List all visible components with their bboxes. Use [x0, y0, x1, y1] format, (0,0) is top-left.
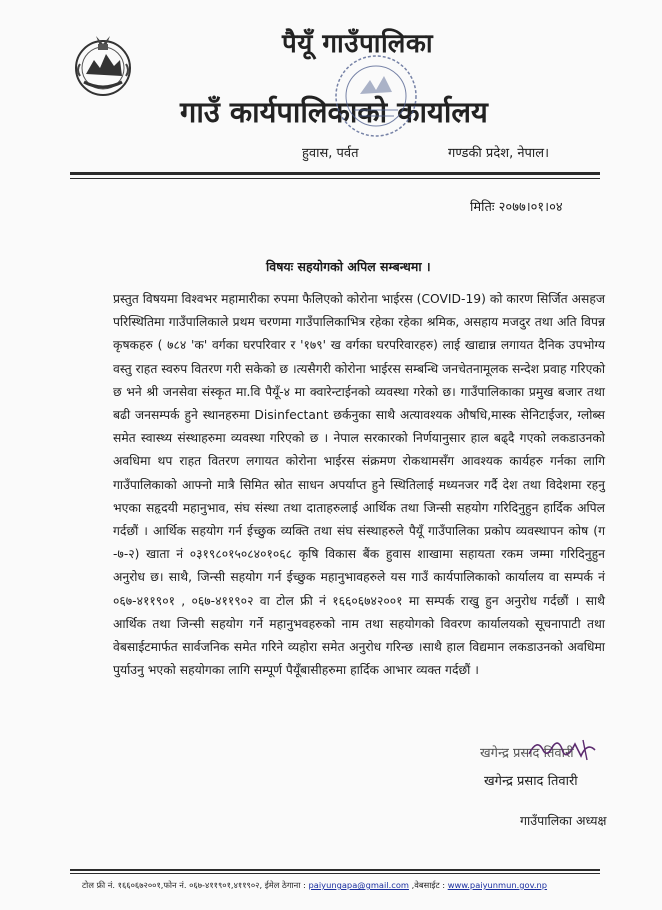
footer-divider-thin [70, 873, 600, 874]
footer-contact-text: टोल फ्री नं. १६६०६७२००१,फोन नं. ०६७-४११९०१,४११९०२, ईमेल ठेगाना : [82, 880, 306, 890]
letter-subject: विषयः सहयोगको अपिल सम्बन्धमा । [266, 259, 431, 274]
signature-faded-name: खगेन्द्र प्रसाद तिवारी [480, 746, 574, 761]
signatory-title: गाउँपालिका अध्यक्ष [520, 813, 607, 828]
footer-divider [70, 869, 600, 871]
nepal-emblem-icon [72, 30, 134, 102]
address-location: हुवास, पर्वत [302, 146, 359, 161]
footer-web-label: ,वेबसाईट : [411, 880, 446, 890]
municipality-name: पैयूँ गाउँपालिका [282, 29, 434, 59]
letter-date: मितिः २०७७।०१।०४ [470, 200, 563, 215]
footer-email-link[interactable]: paiyungapa@gmail.com [308, 880, 409, 890]
footer-contact [82, 880, 612, 891]
signatory-name: खगेन्द्र प्रसाद तिवारी [484, 774, 578, 789]
office-name: गाउँ कार्यपालिकाको कार्यालय [180, 95, 488, 129]
address-province: गण्डकी प्रदेश, नेपाल। [448, 146, 550, 161]
header-divider [70, 172, 600, 175]
office-stamp-icon [330, 44, 422, 148]
header-divider-thin [70, 178, 600, 179]
footer-website-link[interactable]: www.paiyunmun.gov.np [447, 880, 548, 890]
letter-body: प्रस्तुत विषयमा विश्वभर महामारीका रुपमा फैलिएको कोरोना भाईरस (COVID-19) को कारण सिर्जित असहज परिस्थितिमा गाउँपालिकाले प्रथम चरणमा गाउँपालिकाभित्र रहेका रहेका श्रमिक, असहाय मजदुर तथा अति विपन्न कृषकहरु ( ७८४ 'क' वर्गका घरपरिवार र '१७९' ख वर्गका घरपरिवारहरु) लाई खाद्यान्न लगायत दैनिक उपभोग्य वस्तु राहत स्वरुप वितरण गरी सकेको छ ।त्यसैगरी कोरोना भाईरस सम्बन्धि जनचेतनामूलक सन्देश प्रवाह गरिएको छ भने श्री जनसेवा संस्कृत मा.वि पैयूँ-४ मा क्वारेन्टाईनको व्यवस्था गरेको छ। गाउँपालिकाका प्रमुख बजार तथा बढी जनसम्पर्क हुने स्थानहरुमा Disinfectant छर्कनुका साथै अत्यावश्यक औषधि,मास्क सेनिटाईजर, ग्लोब्स समेत स्वास्थ्य संस्थाहरुमा व्यवस्था गरिएको छ । नेपाल सरकारको निर्णयानुसार हाल बढ्दै गएको लकडाउनको अवधिमा थप राहत वितरण लगायत कोरोना भाईरस संक्रमण रोकथामसँग आवश्यक कार्यहरु गर्नका लागि गाउँपालिकाको आफ्नो मात्रै सिमित स्रोत साधन अपर्याप्त हुने स्थितिलाई मध्यनजर गर्दै देश तथा विदेशमा रहनु भएका सहृदयी महानुभाव, संघ संस्था तथा दाताहरुलाई आर्थिक तथा जिन्सी सहयोग गरिदिनुहुन हार्दिक अपिल गर्दछौं । आर्थिक सहयोग गर्न ईच्छुक व्यक्ति तथा संघ संस्थाहरुले पैयूँ गाउँपालिका प्रकोप व्यवस्थापन कोष (ग -७-२) खाता नं ०३१९८०१५०८४०१०६८ कृषि विकास बैंक हुवास शाखामा सहायता रकम जम्मा गरिदिनुहुन अनुरोध छ। साथै, जिन्सी सहयोग गर्न ईच्छुक महानुभावहरुले यस गाउँ कार्यपालिकाको कार्यालय वा सम्पर्क नं ०६७-४११९०१ , ०६७-४११९०२ वा टोल फ्री नं १६६०६७४२००१ मा सम्पर्क राखु हुन अनुरोध गर्दछौं । साथै आर्थिक तथा जिन्सी सहयोग गर्ने महानुभवहरुको नाम तथा सहयोगको विवरण कार्यालयको सूचनापाटी तथा वेबसाईटमार्फत सार्वजनिक समेत गरिने व्यहोरा समेत अनुरोध गरिन्छ ।साथै हाल विद्यमान लकडाउनको अवधिमा पुर्याउनु भएको सहयोगका लागि सम्पूर्ण पैयूँबासीहरुमा हार्दिक आभार व्यक्त गर्दछौं । [113, 292, 605, 678]
handwritten-signature-icon [525, 736, 605, 762]
